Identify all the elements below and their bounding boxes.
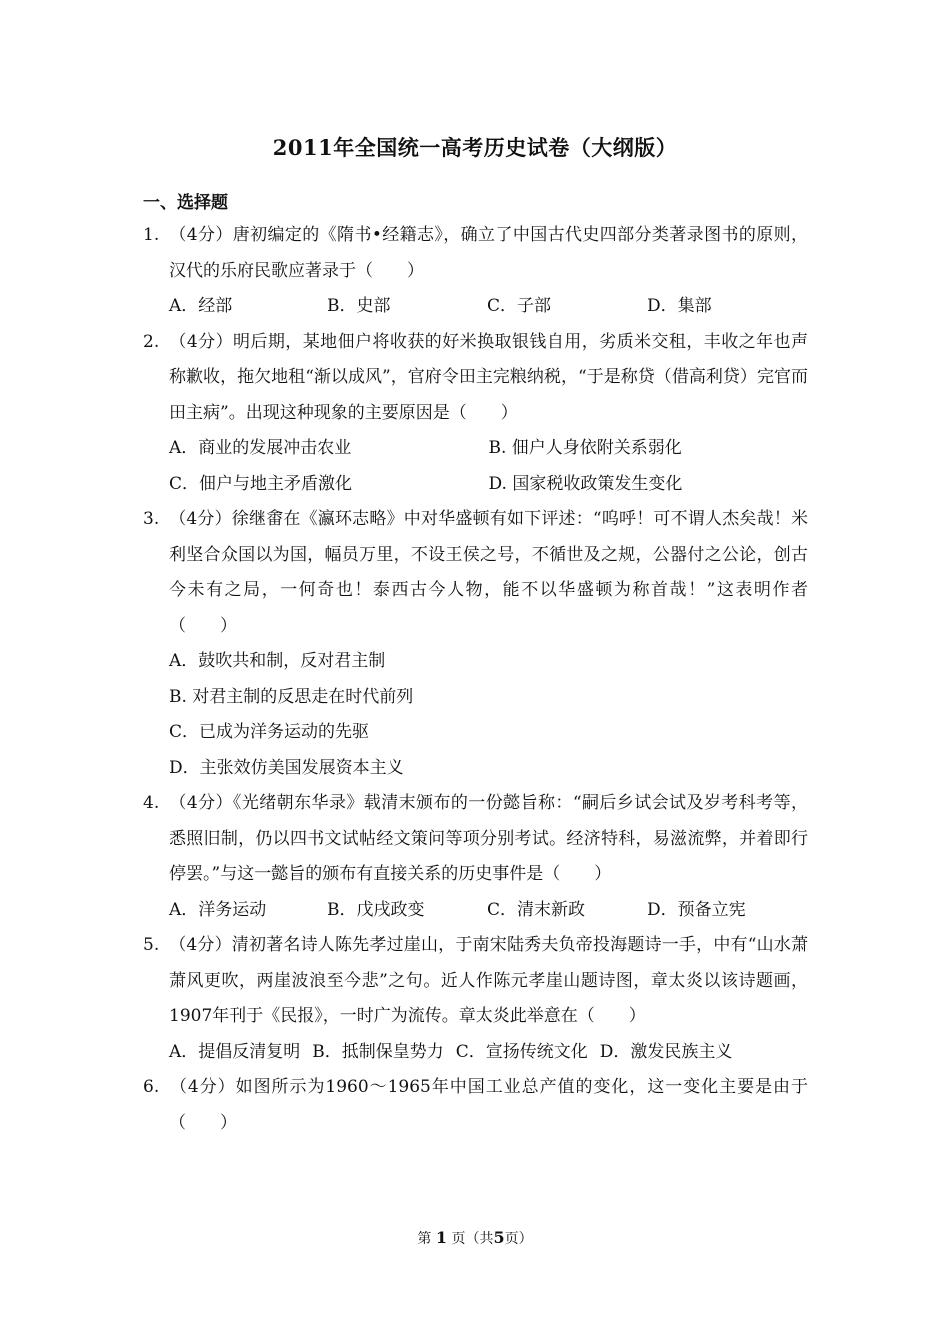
options-row: [143, 893, 808, 929]
question-list: [143, 218, 808, 1141]
question-text: （4分）如图所示为1960～1965年中国工业总产值的变化，这一变化主要是由于（ ）: [169, 1077, 808, 1133]
option-a[interactable]: A．商业的发展冲击农业: [169, 438, 352, 458]
question-text: （4分）《光绪朝东华录》载清末颁布的一份懿旨称：“嗣后乡试会试及岁考科考等，悉照旧制，仍以四书文试帖经文策问等项分别考试。经济特科，易滋流弊，并着即行停罢。”与这一懿旨的颁布有直接关系的历史事件是（ ）: [169, 793, 808, 884]
question-3: [143, 502, 808, 786]
option-d[interactable]: D．集部: [647, 296, 712, 316]
option-c[interactable]: C．子部: [487, 296, 552, 316]
option-c[interactable]: C．佃户与地主矛盾激化: [169, 473, 353, 494]
question-text: （4分）徐继畬在《瀛环志略》中对华盛顿有如下评述：“呜呼！可不谓人杰矣哉！米利坚合众国以为国，幅员万里，不设王侯之号，不循世及之规，公器付之公论，创古今未有之局，一何奇也！泰西古今人物，能不以华盛顿为称首哉！”这表明作者（ ）: [169, 509, 808, 636]
option-a[interactable]: A．鼓吹共和制，反对君主制: [169, 651, 386, 671]
question-number: 3.: [143, 509, 160, 529]
option-a[interactable]: A．经部: [169, 296, 233, 316]
question-stem: [143, 502, 808, 644]
question-number: 4.: [143, 793, 160, 813]
option-b[interactable]: B．史部: [327, 296, 391, 316]
option-d[interactable]: D．激发民族主义: [599, 1041, 733, 1062]
options-row: [143, 1035, 808, 1071]
option-c[interactable]: C．清末新政: [487, 899, 586, 920]
footer-page-number: 1: [435, 1228, 447, 1247]
question-number: 1.: [143, 225, 160, 245]
page-footer: [0, 1228, 950, 1248]
option-b[interactable]: B．戊戌政变: [327, 899, 425, 920]
question-stem: [143, 325, 808, 432]
question-stem: [143, 218, 808, 289]
options-row: [143, 467, 808, 503]
option-c[interactable]: C．已成为洋务运动的先驱: [169, 722, 370, 742]
footer-prefix: 第: [417, 1231, 432, 1247]
question-2: [143, 325, 808, 503]
question-1: [143, 218, 808, 325]
option-a[interactable]: A．洋务运动: [169, 899, 267, 920]
option-c[interactable]: C．宣扬传统文化: [455, 1041, 588, 1062]
question-number: 6.: [143, 1077, 160, 1097]
option-d[interactable]: D．预备立宪: [647, 899, 746, 920]
question-number: 5.: [143, 935, 160, 955]
question-6: [143, 1070, 808, 1141]
section-heading: 一、选择题: [143, 193, 228, 213]
question-number: 2.: [143, 331, 160, 352]
options-row: [143, 289, 808, 325]
options-row: [143, 431, 808, 467]
option-b[interactable]: B．抵制保皇势力: [312, 1041, 444, 1062]
option-b[interactable]: B. 佃户人身依附关系弱化: [488, 438, 682, 458]
question-stem: [143, 928, 808, 1035]
question-stem: [143, 1070, 808, 1141]
question-text: （4分）唐初编定的《隋书•经籍志》，确立了中国古代史四部分类著录图书的原则，汉代的乐府民歌应著录于（ ）: [169, 225, 808, 281]
question-4: [143, 786, 808, 928]
option-d[interactable]: D．主张效仿美国发展资本主义: [169, 757, 404, 778]
question-text: （4分）明后期，某地佃户将收获的好米换取银钱自用，劣质米交租，丰收之年也声称歉收，拖欠地租“渐以成风”，官府令田主完粮纳税，“于是称贷（借高利贷）完官而田主病”。出现这种现象的主要原因是（ ）: [169, 331, 808, 423]
option-a[interactable]: A．提倡反清复明: [169, 1041, 301, 1062]
option-b[interactable]: B. 对君主制的反思走在时代前列: [169, 686, 414, 707]
question-text: （4分）清初著名诗人陈先孝过崖山，于南宋陆秀夫负帝投海题诗一手，中有“山水萧萧风更吹，两崖波浪至今悲”之句。近人作陈元孝崖山题诗图，章太炎以该诗题画，1907年刊于《民报》，一时广为流传。章太炎此举意在（ ）: [169, 935, 808, 1026]
footer-suffix: 页）: [504, 1231, 533, 1247]
question-5: [143, 928, 808, 1070]
footer-middle: 页（共: [451, 1231, 494, 1247]
footer-total-pages: 5: [493, 1228, 505, 1247]
option-d[interactable]: D. 国家税收政策发生变化: [488, 473, 683, 494]
question-stem: [143, 786, 808, 893]
page-title: 2011年全国统一高考历史试卷（大纲版）: [272, 135, 678, 160]
